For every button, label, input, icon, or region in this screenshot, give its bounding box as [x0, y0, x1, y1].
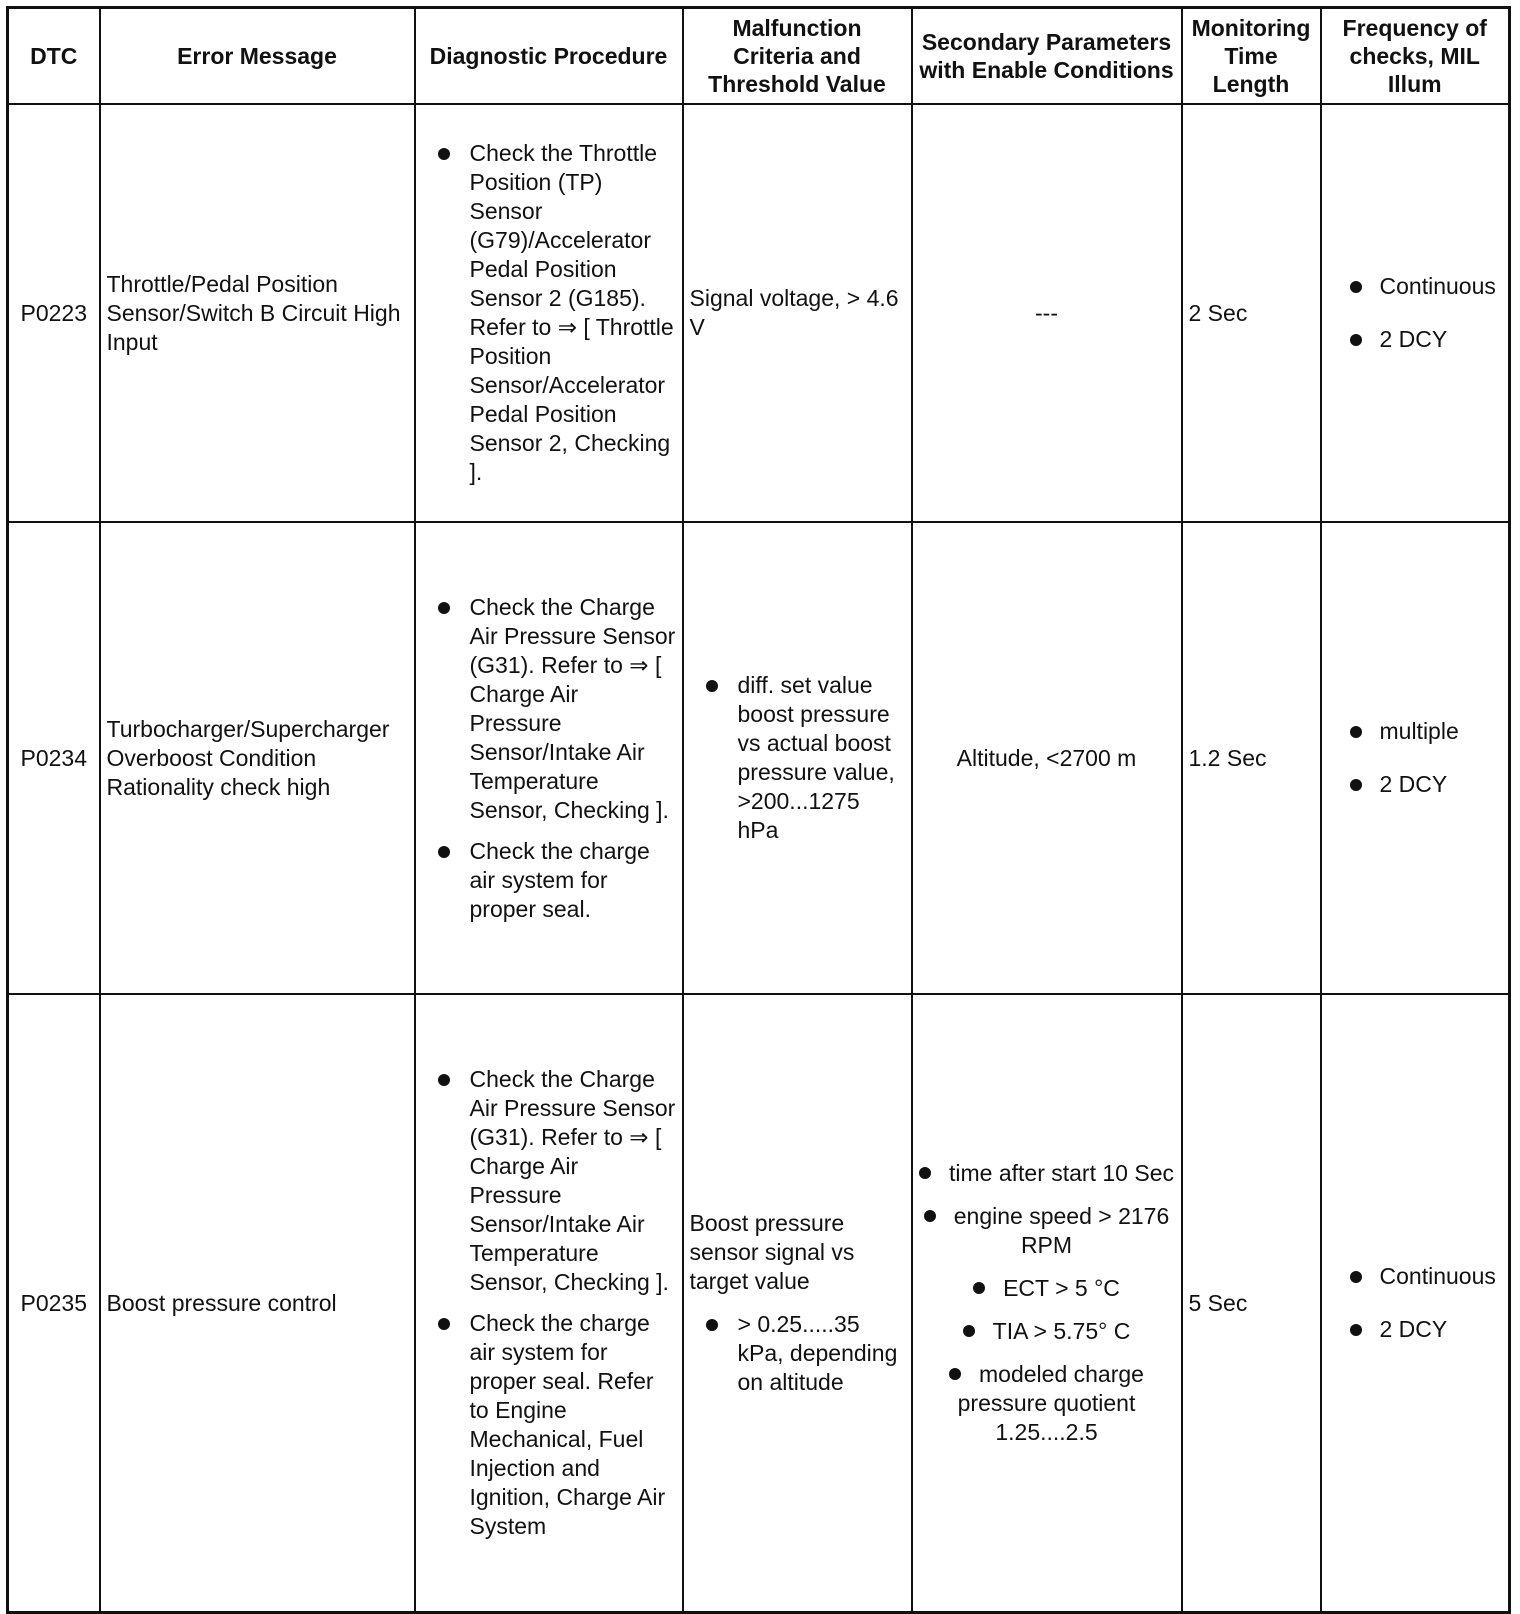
bullet-icon [438, 148, 450, 160]
header-frequency: Frequency of checks, MIL Illum [1321, 8, 1510, 105]
header-row [8, 8, 1510, 105]
bullet-icon [1350, 334, 1362, 346]
bullet-icon [438, 1318, 450, 1330]
header-malfunction-criteria: Malfunction Criteria and Threshold Value [683, 8, 912, 105]
header-error-message: Error Message [100, 8, 415, 105]
monitoring-time: 1.2 Sec [1182, 522, 1321, 994]
bullet-icon [1350, 1324, 1362, 1336]
malfunction-criteria [683, 994, 912, 1613]
bullet-icon [438, 602, 450, 614]
list-item: diff. set value boost pressure vs actual boost pressure value, >200...1275 hPa [690, 671, 905, 845]
list-item: > 0.25.....35 kPa, depending on altitude [690, 1310, 905, 1397]
list-item: time after start 10 Sec [919, 1159, 1175, 1188]
bullet-icon [438, 1074, 450, 1086]
bullet-icon [919, 1167, 931, 1179]
list-item: Check the Charge Air Pressure Sensor (G31). Refer to ⇒ [ Charge Air Pressure Sensor/Intake Air Temperature Sensor, Checking ]. [422, 1065, 676, 1297]
list-item: modeled charge pressure quotient 1.25....2.5 [919, 1360, 1175, 1447]
header-dtc: DTC [8, 8, 100, 105]
bullet-icon [963, 1325, 975, 1337]
list-item: Check the Throttle Position (TP) Sensor (G79)/Accelerator Pedal Position Sensor 2 (G185). Refer to ⇒ [ Throttle Position Sensor/Accelerator Pedal Position Sensor 2, Checking ]. [422, 139, 676, 487]
bullet-icon [924, 1210, 936, 1222]
dtc-code: P0235 [8, 994, 100, 1613]
error-message: Throttle/Pedal Position Sensor/Switch B Circuit High Input [100, 104, 415, 522]
list-item: multiple [1328, 717, 1503, 746]
table-row [8, 522, 1510, 994]
list-item: 2 DCY [1328, 1315, 1503, 1344]
dtc-code: P0223 [8, 104, 100, 522]
header-secondary-parameters: Secondary Parameters with Enable Conditions [912, 8, 1182, 105]
list-item: engine speed > 2176 RPM [919, 1202, 1175, 1260]
list-item: Continuous [1328, 272, 1503, 301]
frequency [1321, 994, 1510, 1613]
secondary-parameters: Altitude, <2700 m [912, 522, 1182, 994]
malfunction-criteria [683, 522, 912, 994]
error-message: Turbocharger/Supercharger Overboost Condition Rationality check high [100, 522, 415, 994]
diagnostic-procedure [415, 994, 683, 1613]
bullet-icon [438, 846, 450, 858]
dtc-table [6, 6, 1511, 1614]
bullet-icon [706, 680, 718, 692]
malfunction-criteria: Signal voltage, > 4.6 V [683, 104, 912, 522]
diagnostic-procedure [415, 522, 683, 994]
bullet-icon [1350, 726, 1362, 738]
error-message: Boost pressure control [100, 994, 415, 1613]
list-item: TIA > 5.75° C [919, 1317, 1175, 1346]
diagnostic-procedure [415, 104, 683, 522]
dtc-code: P0234 [8, 522, 100, 994]
secondary-parameters [912, 994, 1182, 1613]
malfunction-text: Boost pressure sensor signal vs target value [689, 1210, 855, 1294]
table-row [8, 994, 1510, 1613]
monitoring-time: 2 Sec [1182, 104, 1321, 522]
header-diagnostic-procedure: Diagnostic Procedure [415, 8, 683, 105]
bullet-icon [1350, 281, 1362, 293]
dtc-table-page [6, 6, 1511, 1614]
list-item: ECT > 5 °C [919, 1274, 1175, 1303]
monitoring-time: 5 Sec [1182, 994, 1321, 1613]
bullet-icon [1350, 779, 1362, 791]
list-item: 2 DCY [1328, 770, 1503, 799]
bullet-icon [973, 1282, 985, 1294]
bullet-icon [949, 1368, 961, 1380]
list-item: Check the charge air system for proper seal. Refer to Engine Mechanical, Fuel Injection and Ignition, Charge Air System [422, 1309, 676, 1541]
list-item: Check the Charge Air Pressure Sensor (G31). Refer to ⇒ [ Charge Air Pressure Sensor/Intake Air Temperature Sensor, Checking ]. [422, 593, 676, 825]
frequency [1321, 104, 1510, 522]
bullet-icon [706, 1319, 718, 1331]
bullet-icon [1350, 1271, 1362, 1283]
list-item: 2 DCY [1328, 325, 1503, 354]
table-row [8, 104, 1510, 522]
list-item: Check the charge air system for proper seal. [422, 837, 676, 924]
secondary-parameters: --- [912, 104, 1182, 522]
header-monitoring-time: Monitoring Time Length [1182, 8, 1321, 105]
list-item: Continuous [1328, 1262, 1503, 1291]
frequency [1321, 522, 1510, 994]
